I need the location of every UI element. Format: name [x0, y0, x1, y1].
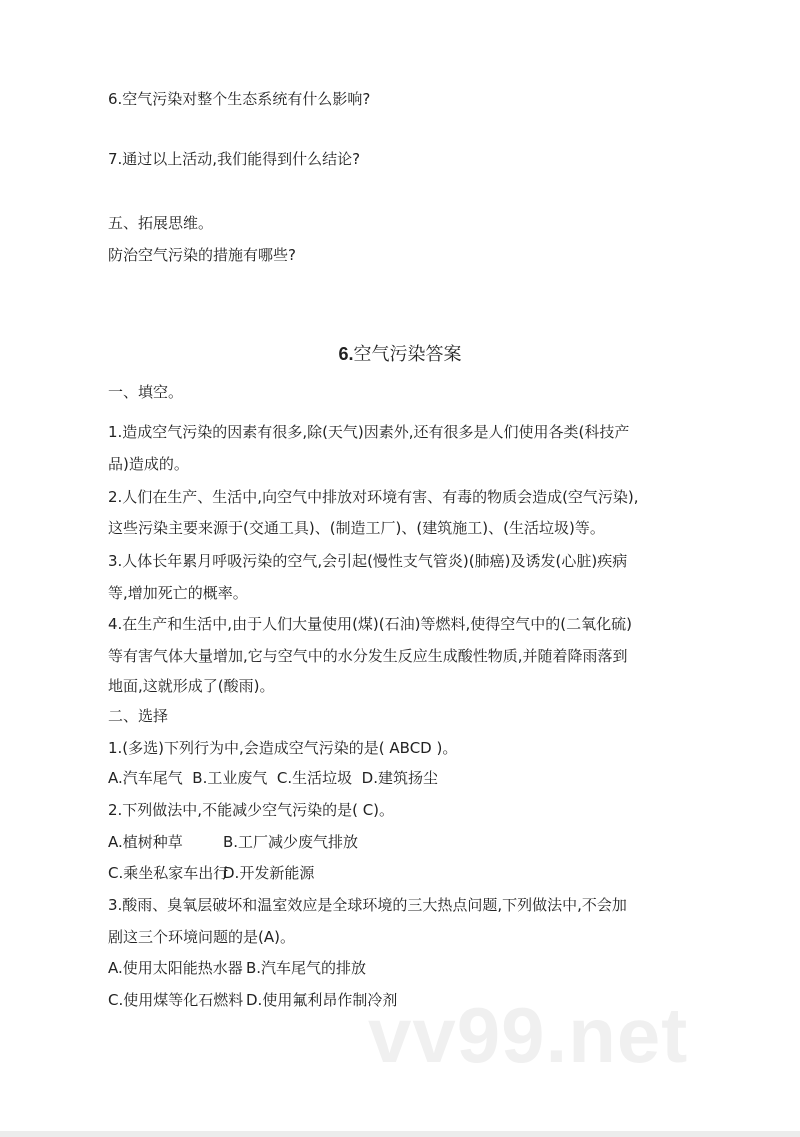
- section-5-heading: 五、拓展思维。: [108, 214, 214, 232]
- fill-line: 2.人们在生产、生活中,向空气中排放对环境有害、有毒的物质会造成(空气污染),: [108, 488, 639, 506]
- choice-q3-option-a: A.使用太阳能热水器: [108, 959, 243, 977]
- fill-line: 3.人体长年累月呼吸污染的空气,会引起(慢性支气管炎)(肺癌)及诱发(心脏)疾病: [108, 552, 628, 570]
- choice-q2-option-a: A.植树种草: [108, 833, 183, 851]
- choice-q3-option-d: D.使用氟利昂作制冷剂: [246, 991, 398, 1009]
- question-7: 7.通过以上活动,我们能得到什么结论?: [108, 150, 361, 168]
- choice-q3-line1: 3.酸雨、臭氧层破坏和温室效应是全球环境的三大热点问题,下列做法中,不会加: [108, 896, 627, 914]
- fill-line: 地面,这就形成了(酸雨)。: [108, 677, 275, 695]
- fill-line: 等有害气体大量增加,它与空气中的水分发生反应生成酸性物质,并随着降雨落到: [108, 647, 628, 665]
- fill-line: 4.在生产和生活中,由于人们大量使用(煤)(石油)等燃料,使得空气中的(二氧化硫): [108, 615, 632, 633]
- choice-q3-line2: 剧这三个环境问题的是(A)。: [108, 928, 295, 946]
- choice-q2-option-d: D.开发新能源: [223, 864, 315, 882]
- choice-q3-option-c: C.使用煤等化石燃料: [108, 991, 244, 1009]
- fill-heading: 一、填空。: [108, 383, 184, 401]
- choice-q3-option-b: B.汽车尾气的排放: [246, 959, 367, 977]
- choice-q2-option-c: C.乘坐私家车出行: [108, 864, 229, 882]
- page-bottom-divider: [0, 1131, 800, 1137]
- choice-q1: 1.(多选)下列行为中,会造成空气污染的是( ABCD )。: [108, 739, 458, 757]
- choice-q1-options: A.汽车尾气 B.工业废气 C.生活垃圾 D.建筑扬尘: [108, 769, 438, 787]
- watermark: vv99.net: [368, 991, 689, 1079]
- fill-line: 等,增加死亡的概率。: [108, 584, 248, 602]
- fill-line: 品)造成的。: [108, 455, 189, 473]
- section-5-question: 防治空气污染的措施有哪些?: [108, 246, 296, 264]
- choice-q2: 2.下列做法中,不能减少空气污染的是( C)。: [108, 801, 395, 819]
- answer-title: [0, 342, 800, 367]
- fill-line: 1.造成空气污染的因素有很多,除(天气)因素外,还有很多是人们使用各类(科技产: [108, 423, 630, 441]
- answer-title-text: 空气污染答案: [353, 344, 462, 365]
- choice-heading: 二、选择: [108, 707, 169, 725]
- question-6: 6.空气污染对整个生态系统有什么影响?: [108, 90, 371, 108]
- fill-line: 这些污染主要来源于(交通工具)、(制造工厂)、(建筑施工)、(生活垃圾)等。: [108, 519, 605, 537]
- choice-q2-option-b: B.工厂减少废气排放: [223, 833, 359, 851]
- answer-title-number: 6.: [338, 344, 354, 364]
